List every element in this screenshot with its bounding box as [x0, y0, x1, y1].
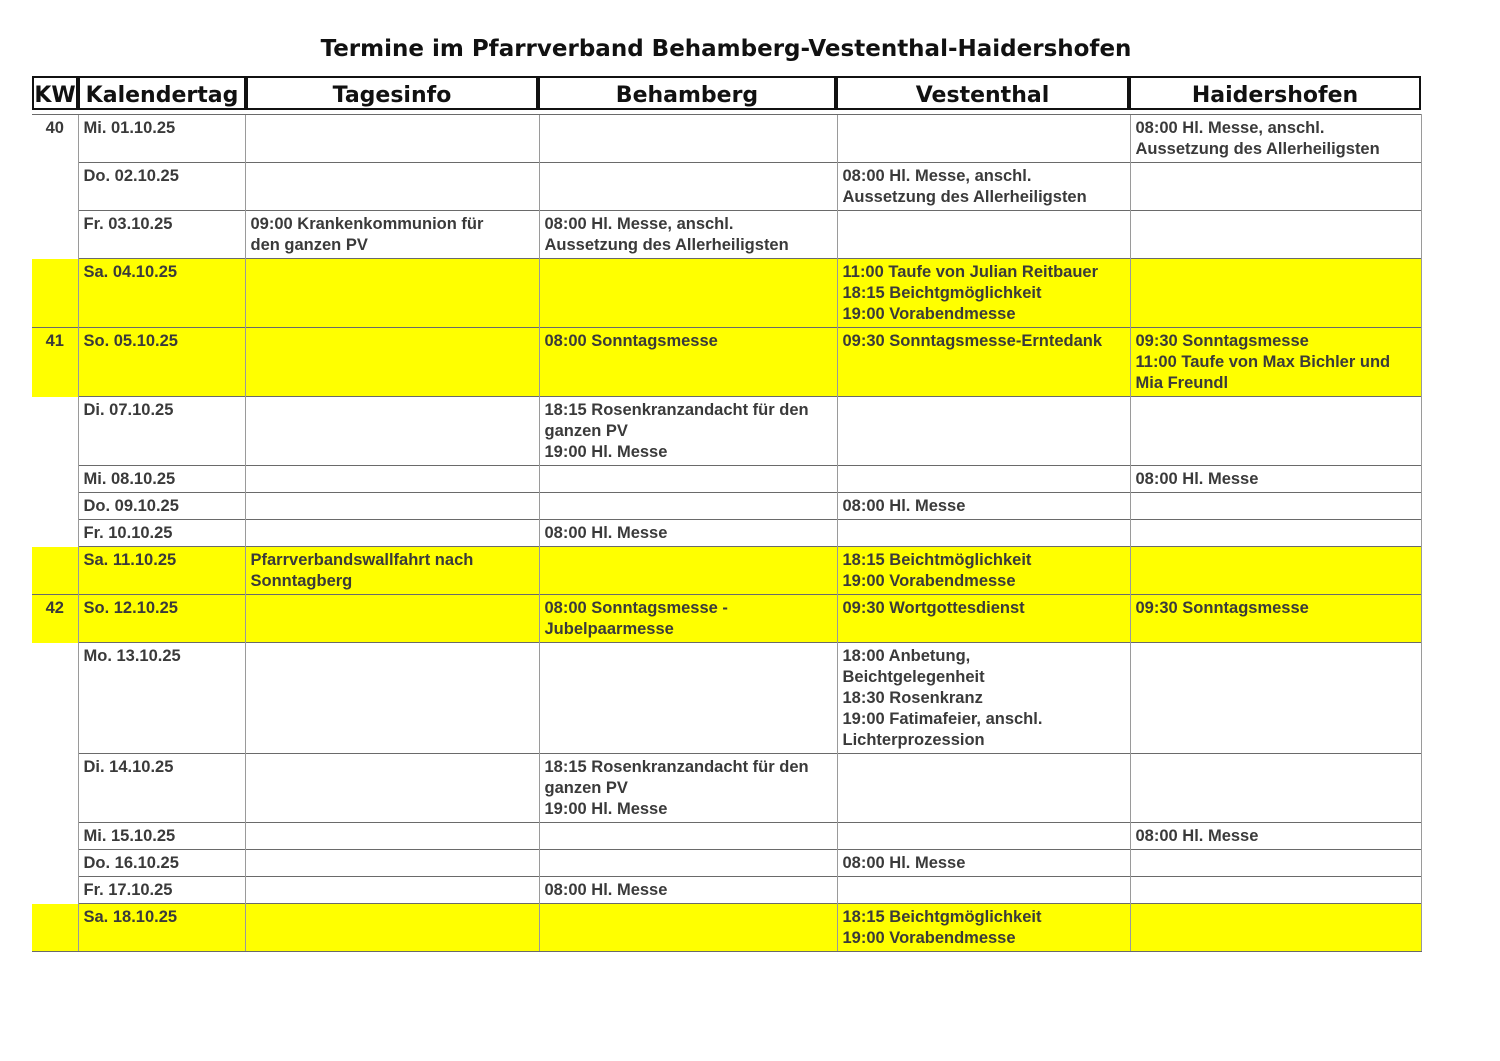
week-cell: [32, 823, 78, 850]
table-row: [32, 466, 1421, 493]
week-cell: [32, 643, 78, 754]
week-cell: [32, 877, 78, 904]
date-cell: Mi. 01.10.25: [78, 115, 245, 163]
header-kalendertag: Kalendertag: [78, 76, 246, 110]
vestenthal-cell: 18:15 Beichtmöglichkeit 19:00 Vorabendmesse: [837, 547, 1130, 595]
date-cell: Fr. 10.10.25: [78, 520, 245, 547]
week-cell: [32, 211, 78, 259]
behamberg-cell: [539, 163, 837, 211]
week-cell: 41: [32, 328, 78, 397]
table-row: [32, 643, 1421, 754]
date-cell: Sa. 04.10.25: [78, 259, 245, 328]
table-row: [32, 877, 1421, 904]
table-row: [32, 547, 1421, 595]
week-cell: [32, 163, 78, 211]
vestenthal-cell: 08:00 Hl. Messe, anschl. Aussetzung des Allerheiligsten: [837, 163, 1130, 211]
week-cell: [32, 754, 78, 823]
tagesinfo-cell: 09:00 Krankenkommunion für den ganzen PV: [245, 211, 539, 259]
behamberg-cell: [539, 493, 837, 520]
haidershofen-cell: [1130, 493, 1421, 520]
schedule-table: [32, 114, 1422, 952]
behamberg-cell: [539, 466, 837, 493]
table-row: [32, 115, 1421, 163]
haidershofen-cell: [1130, 259, 1421, 328]
table-row: [32, 163, 1421, 211]
vestenthal-cell: [837, 211, 1130, 259]
tagesinfo-cell: [245, 520, 539, 547]
tagesinfo-cell: [245, 754, 539, 823]
vestenthal-cell: 18:00 Anbetung, Beichtgelegenheit 18:30 Rosenkranz 19:00 Fatimafeier, anschl. Lichterprozession: [837, 643, 1130, 754]
date-cell: Do. 02.10.25: [78, 163, 245, 211]
behamberg-cell: 18:15 Rosenkranzandacht für den ganzen PV 19:00 Hl. Messe: [539, 754, 837, 823]
week-cell: [32, 904, 78, 952]
vestenthal-cell: [837, 466, 1130, 493]
behamberg-cell: [539, 643, 837, 754]
vestenthal-cell: 18:15 Beichtgmöglichkeit 19:00 Vorabendmesse: [837, 904, 1130, 952]
table-row: [32, 823, 1421, 850]
header-behamberg: Behamberg: [538, 76, 836, 110]
header-vestenthal: Vestenthal: [836, 76, 1129, 110]
behamberg-cell: [539, 259, 837, 328]
date-cell: Di. 14.10.25: [78, 754, 245, 823]
haidershofen-cell: 08:00 Hl. Messe: [1130, 466, 1421, 493]
haidershofen-cell: [1130, 877, 1421, 904]
tagesinfo-cell: [245, 493, 539, 520]
vestenthal-cell: [837, 877, 1130, 904]
tagesinfo-cell: Pfarrverbandswallfahrt nach Sonntagberg: [245, 547, 539, 595]
haidershofen-cell: [1130, 520, 1421, 547]
haidershofen-cell: [1130, 850, 1421, 877]
tagesinfo-cell: [245, 259, 539, 328]
date-cell: Sa. 11.10.25: [78, 547, 245, 595]
table-row: [32, 397, 1421, 466]
haidershofen-cell: 09:30 Sonntagsmesse 11:00 Taufe von Max Bichler und Mia Freundl: [1130, 328, 1421, 397]
date-cell: Mo. 13.10.25: [78, 643, 245, 754]
haidershofen-cell: [1130, 163, 1421, 211]
behamberg-cell: 08:00 Sonntagsmesse: [539, 328, 837, 397]
week-cell: [32, 547, 78, 595]
behamberg-cell: 18:15 Rosenkranzandacht für den ganzen PV 19:00 Hl. Messe: [539, 397, 837, 466]
date-cell: Do. 16.10.25: [78, 850, 245, 877]
vestenthal-cell: 08:00 Hl. Messe: [837, 493, 1130, 520]
table-row: [32, 328, 1421, 397]
week-cell: 42: [32, 595, 78, 643]
behamberg-cell: [539, 115, 837, 163]
date-cell: Di. 07.10.25: [78, 397, 245, 466]
date-cell: Sa. 18.10.25: [78, 904, 245, 952]
tagesinfo-cell: [245, 328, 539, 397]
date-cell: So. 05.10.25: [78, 328, 245, 397]
tagesinfo-cell: [245, 850, 539, 877]
tagesinfo-cell: [245, 823, 539, 850]
vestenthal-cell: [837, 115, 1130, 163]
tagesinfo-cell: [245, 397, 539, 466]
tagesinfo-cell: [245, 595, 539, 643]
date-cell: Mi. 15.10.25: [78, 823, 245, 850]
table-row: [32, 520, 1421, 547]
vestenthal-cell: [837, 397, 1130, 466]
table-row: [32, 904, 1421, 952]
table-row: [32, 493, 1421, 520]
week-cell: [32, 259, 78, 328]
week-cell: [32, 850, 78, 877]
tagesinfo-cell: [245, 904, 539, 952]
haidershofen-cell: [1130, 754, 1421, 823]
date-cell: So. 12.10.25: [78, 595, 245, 643]
vestenthal-cell: 09:30 Sonntagsmesse-Erntedank: [837, 328, 1130, 397]
header-haidershofen: Haidershofen: [1129, 76, 1421, 110]
date-cell: Fr. 17.10.25: [78, 877, 245, 904]
header-kw: KW: [32, 76, 78, 110]
vestenthal-cell: [837, 520, 1130, 547]
table-row: [32, 754, 1421, 823]
table-row: [32, 259, 1421, 328]
behamberg-cell: [539, 904, 837, 952]
header-tagesinfo: Tagesinfo: [246, 76, 538, 110]
date-cell: Fr. 03.10.25: [78, 211, 245, 259]
page-title: Termine im Pfarrverband Behamberg-Vestenthal-Haidershofen: [320, 36, 1132, 62]
behamberg-cell: 08:00 Hl. Messe: [539, 877, 837, 904]
table-row: [32, 850, 1421, 877]
vestenthal-cell: 08:00 Hl. Messe: [837, 850, 1130, 877]
tagesinfo-cell: [245, 466, 539, 493]
haidershofen-cell: 08:00 Hl. Messe, anschl. Aussetzung des Allerheiligsten: [1130, 115, 1421, 163]
vestenthal-cell: 11:00 Taufe von Julian Reitbauer 18:15 Beichtgmöglichkeit 19:00 Vorabendmesse: [837, 259, 1130, 328]
behamberg-cell: 08:00 Hl. Messe: [539, 520, 837, 547]
table-row: [32, 211, 1421, 259]
tagesinfo-cell: [245, 877, 539, 904]
behamberg-cell: [539, 823, 837, 850]
week-cell: [32, 520, 78, 547]
vestenthal-cell: [837, 823, 1130, 850]
date-cell: Mi. 08.10.25: [78, 466, 245, 493]
haidershofen-cell: 09:30 Sonntagsmesse: [1130, 595, 1421, 643]
tagesinfo-cell: [245, 163, 539, 211]
haidershofen-cell: [1130, 643, 1421, 754]
behamberg-cell: [539, 547, 837, 595]
tagesinfo-cell: [245, 115, 539, 163]
tagesinfo-cell: [245, 643, 539, 754]
haidershofen-cell: 08:00 Hl. Messe: [1130, 823, 1421, 850]
haidershofen-cell: [1130, 904, 1421, 952]
table-row: [32, 595, 1421, 643]
week-cell: [32, 493, 78, 520]
week-cell: [32, 397, 78, 466]
haidershofen-cell: [1130, 397, 1421, 466]
vestenthal-cell: 09:30 Wortgottesdienst: [837, 595, 1130, 643]
week-cell: [32, 466, 78, 493]
vestenthal-cell: [837, 754, 1130, 823]
behamberg-cell: 08:00 Sonntagsmesse - Jubelpaarmesse: [539, 595, 837, 643]
haidershofen-cell: [1130, 211, 1421, 259]
behamberg-cell: 08:00 Hl. Messe, anschl. Aussetzung des Allerheiligsten: [539, 211, 837, 259]
week-cell: 40: [32, 115, 78, 163]
behamberg-cell: [539, 850, 837, 877]
schedule-body: [32, 115, 1421, 952]
date-cell: Do. 09.10.25: [78, 493, 245, 520]
haidershofen-cell: [1130, 547, 1421, 595]
